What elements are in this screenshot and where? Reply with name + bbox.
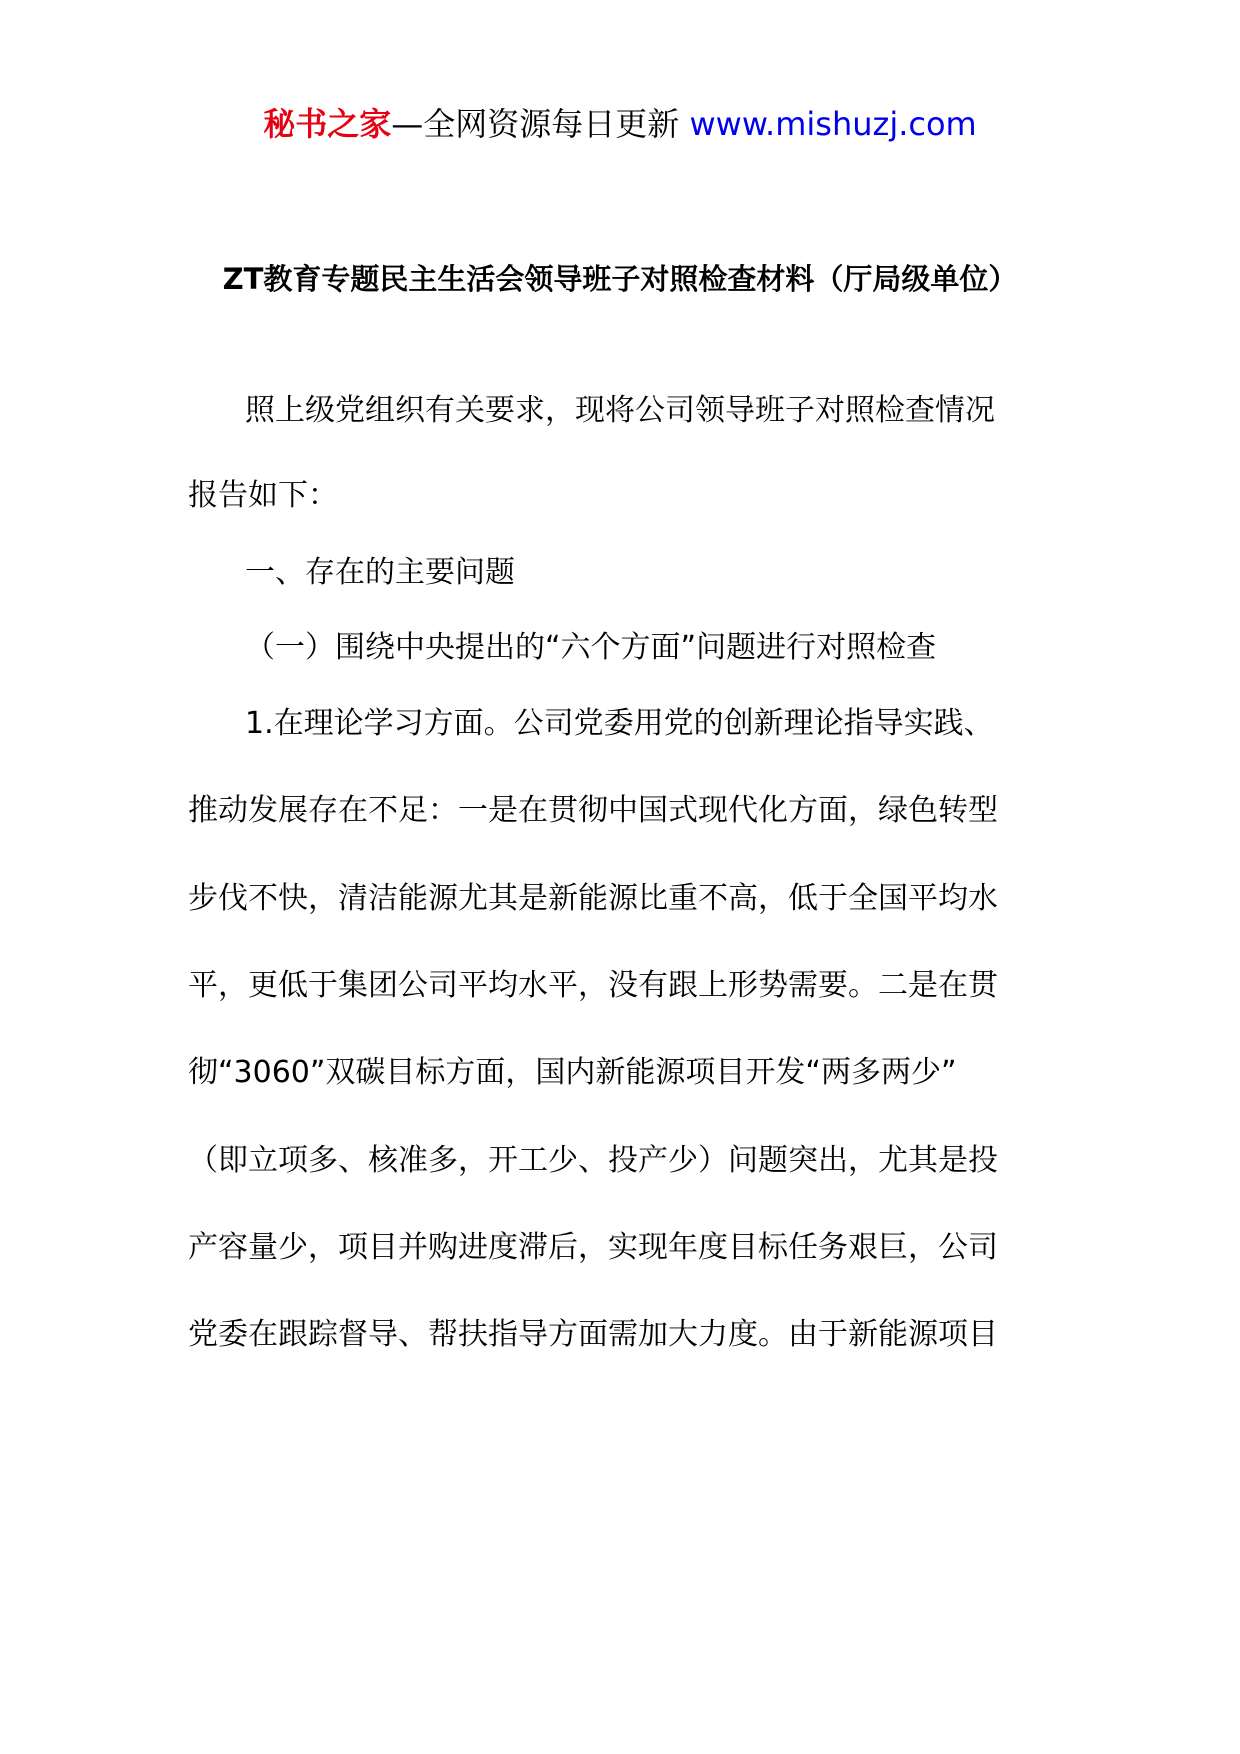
paragraph-line: 党委在跟踪督导、帮扶指导方面需加大力度。由于新能源项目 — [188, 1317, 998, 1352]
subsection-heading: （一）围绕中央提出的“六个方面”问题进行对照检查 — [245, 630, 937, 665]
paragraph-line: 1.在理论学习方面。公司党委用党的创新理论指导实践、 — [245, 706, 994, 741]
site-url-link[interactable]: www.mishuzj.com — [689, 105, 977, 143]
paragraph-line: 推动发展存在不足：一是在贯彻中国式现代化方面，绿色转型 — [188, 793, 998, 828]
paragraph-line: （即立项多、核准多，开工少、投产少）问题突出，尤其是投 — [188, 1143, 998, 1178]
header-dash: — — [391, 105, 424, 143]
section-heading: 一、存在的主要问题 — [245, 555, 515, 590]
document-title: ZT教育专题民主生活会领导班子对照检查材料（厅局级单位） — [222, 262, 1018, 296]
paragraph-line: 照上级党组织有关要求，现将公司领导班子对照检查情况 — [245, 393, 995, 428]
site-brand: 秘书之家 — [263, 105, 392, 143]
paragraph-line: 步伐不快，清洁能源尤其是新能源比重不高，低于全国平均水 — [188, 881, 998, 916]
paragraph-line: 报告如下： — [188, 478, 338, 513]
paragraph-line: 产容量少，项目并购进度滞后，实现年度目标任务艰巨，公司 — [188, 1230, 998, 1265]
site-header — [0, 100, 1240, 148]
paragraph-line: 平，更低于集团公司平均水平，没有跟上形势需要。二是在贯 — [188, 968, 998, 1003]
paragraph-line: 彻“3060”双碳目标方面，国内新能源项目开发“两多两少” — [188, 1055, 957, 1090]
header-slogan: 全网资源每日更新 — [423, 105, 680, 143]
